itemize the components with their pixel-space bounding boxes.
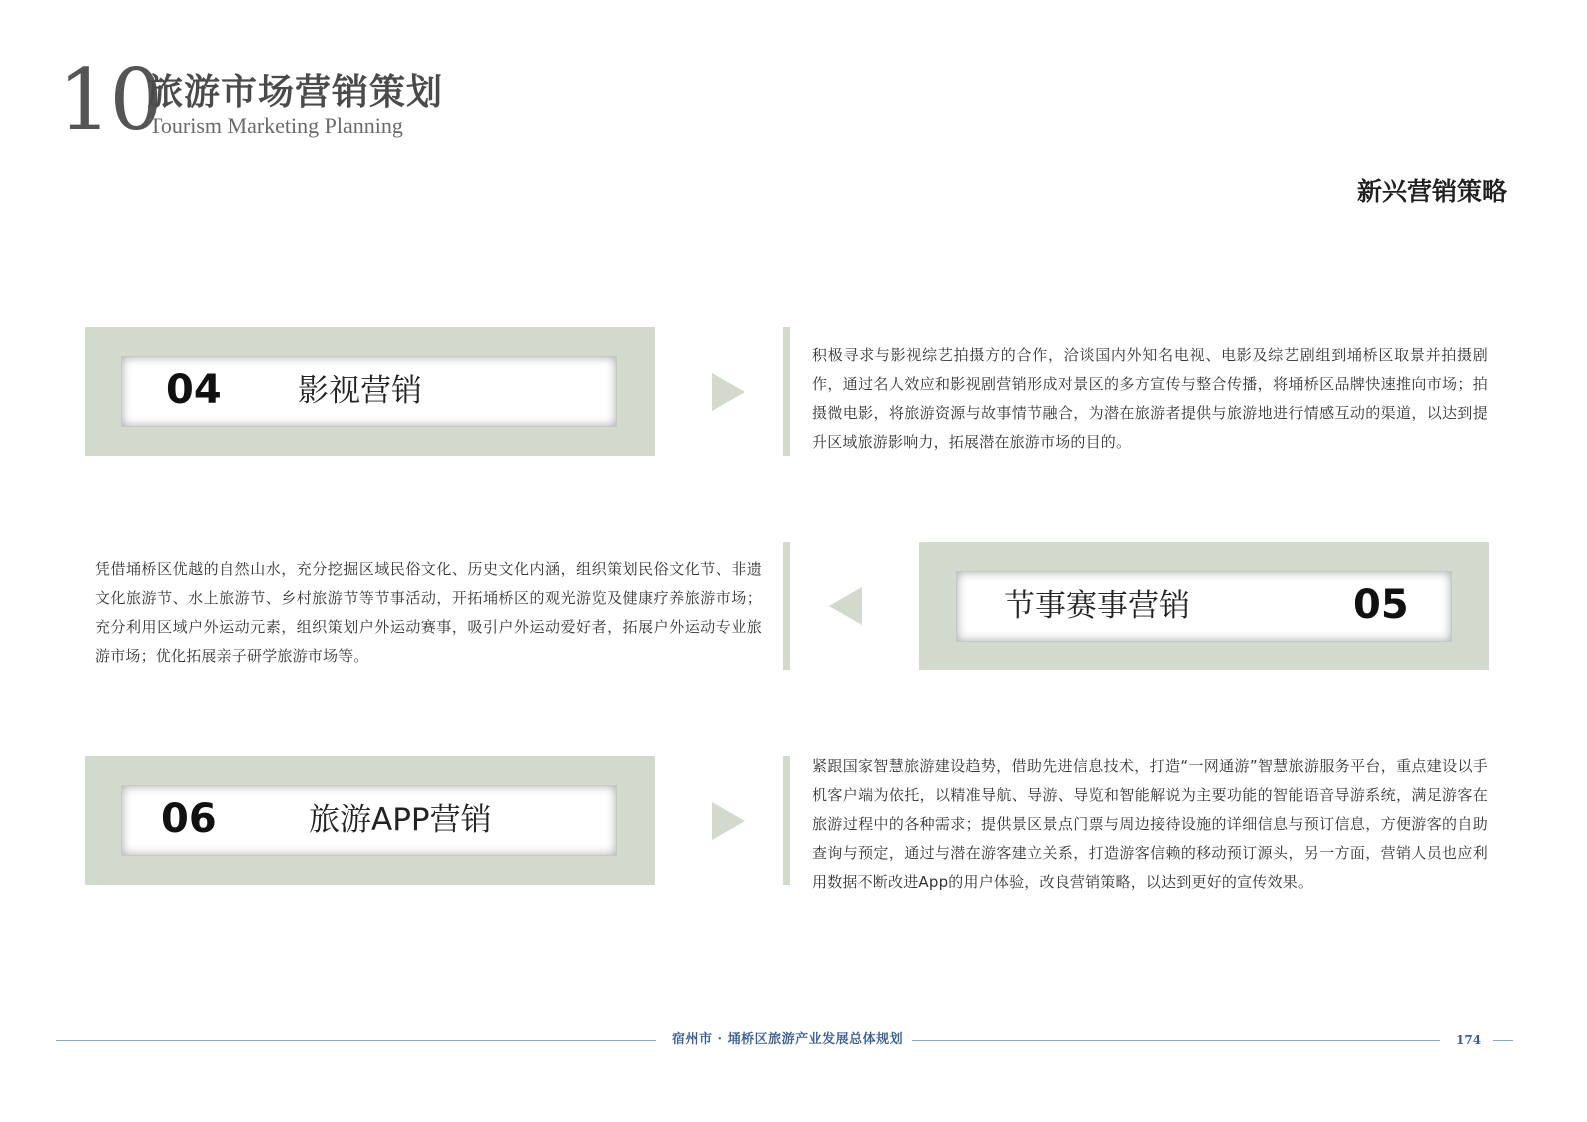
arrow-left-icon xyxy=(829,587,862,625)
card-05-number: 05 xyxy=(1353,582,1409,628)
footer-line-middle xyxy=(912,1040,1440,1041)
footer-page-number: 174 xyxy=(1456,1033,1482,1047)
card-06-label: 旅游APP营销 xyxy=(309,802,492,838)
chapter-subtitle: Tourism Marketing Planning xyxy=(149,113,403,138)
card-06 xyxy=(85,756,655,885)
footer-line-left xyxy=(56,1040,656,1041)
card-05-description: 凭借埇桥区优越的自然山水，充分挖掘区域民俗文化、历史文化内涵，组织策划民俗文化节、非遗文化旅游节、水上旅游节、乡村旅游节等节事活动，开拓埇桥区的观光游览及健康疗养旅游市场；充分利用区域户外运动元素，组织策划户外运动赛事，吸引户外运动爱好者，拓展户外运动专业旅游市场；优化拓展亲子研学旅游市场等。 xyxy=(95,560,762,665)
card-04-number: 04 xyxy=(166,367,222,413)
card-04-label: 影视营销 xyxy=(298,373,422,409)
card-06-number: 06 xyxy=(161,796,217,842)
divider-bar-06 xyxy=(783,756,790,885)
footer-document-title: 宿州市 · 埇桥区旅游产业发展总体规划 xyxy=(672,1032,904,1047)
section-title: 新兴营销策略 xyxy=(1356,177,1507,206)
arrow-right-icon xyxy=(712,802,745,840)
chapter-title: 旅游市场营销策划 xyxy=(147,71,444,113)
card-05-label-box xyxy=(956,571,1452,642)
card-05 xyxy=(919,542,1489,670)
divider-bar-04 xyxy=(783,327,790,456)
card-04-label-box xyxy=(121,356,617,427)
divider-bar-05 xyxy=(783,542,790,670)
footer-line-right xyxy=(1493,1040,1513,1041)
card-05-label: 节事赛事营销 xyxy=(1004,588,1190,624)
arrow-right-icon xyxy=(712,373,745,411)
card-06-description: 紧跟国家智慧旅游建设趋势，借助先进信息技术，打造“一网通游”智慧旅游服务平台，重点建设以手机客户端为依托，以精准导航、导游、导览和智能解说为主要功能的智能语音导游系统，满足游客在旅游过程中的各种需求；提供景区景点门票与周边接待设施的详细信息与预订信息，方便游客的自助查询与预定，通过与潜在游客建立关系，打造游客信赖的移动预订源头，另一方面，营销人员也应利用数据不断改进App的用户体验，改良营销策略，以达到更好的宣传效果。 xyxy=(812,757,1488,891)
card-04-description: 积极寻求与影视综艺拍摄方的合作，洽谈国内外知名电视、电影及综艺剧组到埇桥区取景并拍摄剧作，通过名人效应和影视剧营销形成对景区的多方宣传与整合传播，将埇桥区品牌快速推向市场；拍摄微电影，将旅游资源与故事情节融合，为潜在旅游者提供与旅游地进行情感互动的渠道，以达到提升区域旅游影响力，拓展潜在旅游市场的目的。 xyxy=(812,346,1488,451)
card-04 xyxy=(85,327,655,456)
chapter-number: 10 xyxy=(58,51,161,149)
card-06-label-box xyxy=(121,785,617,856)
